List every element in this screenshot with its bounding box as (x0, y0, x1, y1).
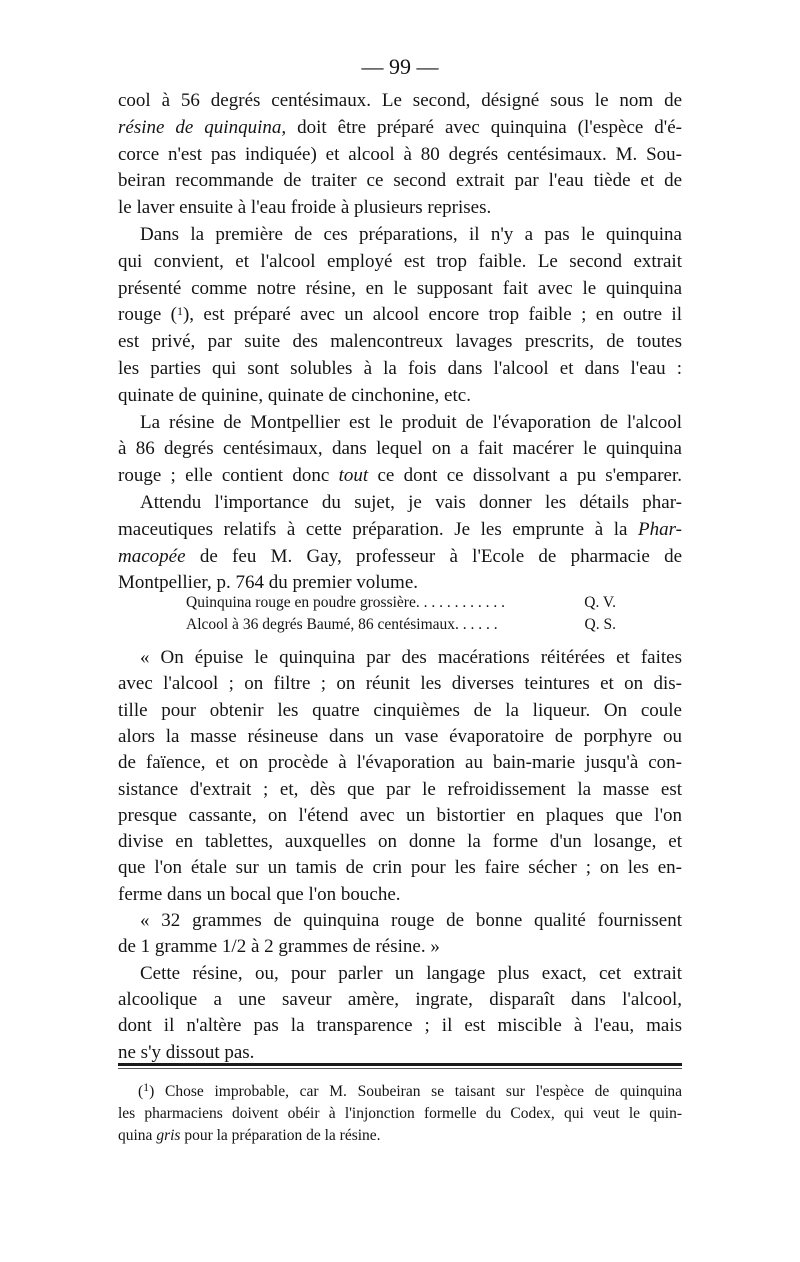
text-line: de 1 gramme 1/2 à 2 grammes de résine. » (118, 936, 440, 958)
text-line: Attendu l'importance du sujet, je vais donner les détails phar- (140, 492, 682, 513)
text-line: quinate de quinine, quinate de cinchonine, etc. (118, 384, 471, 406)
text-line: présenté comme notre résine, en le supposant fait avec le quinquina (118, 277, 682, 299)
text-line: est privé, par suite des malencontreux lavages prescrits, de toutes (118, 331, 682, 353)
text-line: avec l'alcool ; on filtre ; on réunit les diverses teintures et on dis- (118, 673, 682, 695)
recipe-ingredient: Quinquina rouge en poudre grossière. . . . . . . . . . . . (186, 594, 505, 611)
text-line: rouge ($^1$), est préparé avec un alcool encore trop faible ; en outre il (118, 304, 682, 326)
recipe-quantity: Q. S. (584, 616, 616, 633)
text-line: ne s'y dissout pas. (118, 1041, 255, 1063)
text-line: Dans la première de ces préparations, il n'y a pas le quinquina (140, 224, 682, 245)
text-line: rouge ; elle contient donc tout ce dont ce dissolvant a pu s'emparer. (118, 465, 682, 487)
footnote-line: quina gris pour la préparation de la résine. (118, 1127, 381, 1144)
text-line: à 86 degrés centésimaux, dans lequel on a fait macérer le quinquina (118, 438, 682, 460)
recipe-quantity: Q. V. (584, 594, 616, 611)
text-line: cool à 56 degrés centésimaux. Le second, désigné sous le nom de (118, 90, 682, 111)
text-line: divise en tablettes, auxquelles on donne la forme d'un losange, et (118, 831, 682, 853)
text-line: les parties qui sont solubles à la fois dans l'alcool et dans l'eau : (118, 358, 682, 379)
text-line: alcoolique a une saveur amère, ingrate, disparaît dans l'alcool, (118, 988, 682, 1010)
page-number: — 99 — (361, 54, 439, 79)
text-line: résine de quinquina, doit être préparé avec quinquina (l'espèce d'é- (118, 116, 682, 138)
footnote-rule (118, 1063, 682, 1066)
footnote-line: les pharmaciens doivent obéir à l'injonction formelle du Codex, qui veut le quin- (118, 1105, 682, 1122)
text-line: dont il n'altère pas la transparence ; il est miscible à l'eau, mais (118, 1015, 682, 1037)
text-line: de faïence, et on procède à l'évaporation au bain-marie jusqu'à con- (118, 752, 682, 774)
text-line: La résine de Montpellier est le produit de l'évaporation de l'alcool (140, 411, 682, 433)
text-line: « On épuise le quinquina par des macérations réitérées et faites (140, 647, 682, 668)
text-line: le laver ensuite à l'eau froide à plusieurs reprises. (118, 197, 492, 219)
text-line: tille pour obtenir les quatre cinquièmes de la liqueur. On coule (118, 699, 682, 721)
footnote-line: ($^1$) Chose improbable, car M. Soubeiran se taisant sur l'espèce de quinquina (138, 1080, 682, 1100)
recipe-row (186, 592, 616, 614)
text-line: beiran recommande de traiter ce second extrait par l'eau tiède et de (118, 170, 682, 192)
text-line: presque cassante, on l'étend avec un bistortier en plaques que l'on (118, 804, 682, 826)
text-line: que l'on étale sur un tamis de crin pour les faire sécher ; on les en- (118, 857, 682, 879)
text-line: sistance d'extrait ; et, dès que par le refroidissement la masse est (118, 778, 682, 800)
text-line: Cette résine, ou, pour parler un langage plus exact, cet extrait (140, 962, 682, 984)
recipe-row (186, 614, 616, 636)
text-line: ferme dans un bocal que l'on bouche. (118, 883, 401, 905)
text-line: « 32 grammes de quinquina rouge de bonne qualité fournissent (140, 910, 682, 931)
recipe-ingredient: Alcool à 36 degrés Baumé, 86 centésimaux. . . . . . (186, 616, 498, 633)
text-line: qui convient, et l'alcool employé est trop faible. Le second extrait (118, 250, 682, 272)
text-line: macopée de feu M. Gay, professeur à l'Ecole de pharmacie de (118, 545, 682, 567)
footnote-rule-thin (118, 1068, 682, 1069)
text-line: Montpellier, p. 764 du premier volume. (118, 572, 419, 594)
text-line: alors la masse résineuse dans un vase évaporatoire de porphyre ou (118, 725, 682, 747)
text-line: corce n'est pas indiquée) et alcool à 80 degrés centésimaux. M. Sou- (118, 143, 682, 165)
text-line: maceutiques relatifs à cette préparation. Je les emprunte à la Phar- (118, 518, 682, 540)
